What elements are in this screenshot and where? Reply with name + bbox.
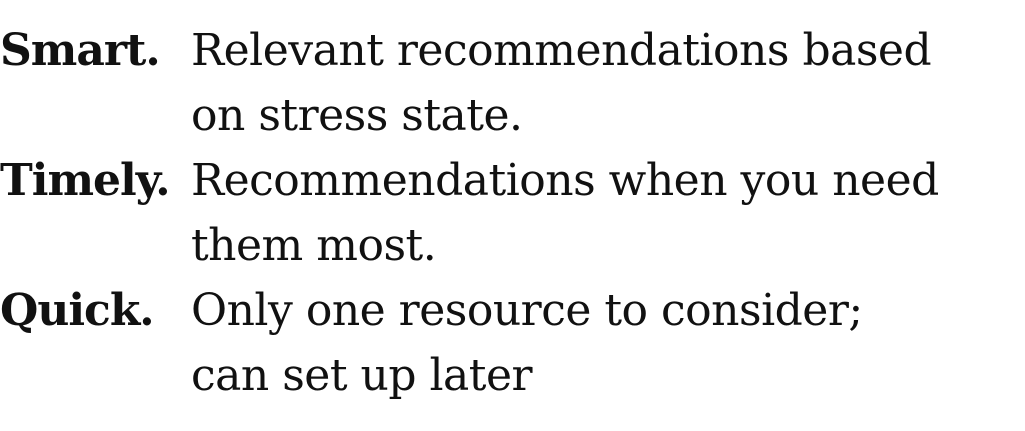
feature-quick bbox=[0, 278, 1025, 408]
feature-description bbox=[191, 148, 1025, 278]
feature-timely bbox=[0, 148, 1025, 278]
feature-term: Quick. bbox=[0, 285, 154, 336]
description-line: Recommendations when you need bbox=[191, 155, 939, 206]
feature-description bbox=[191, 278, 1025, 408]
description-line: Relevant recommendations based bbox=[191, 25, 932, 76]
description-line: can set up later bbox=[191, 350, 533, 401]
feature-term: Timely. bbox=[0, 155, 170, 206]
feature-list bbox=[0, 18, 1025, 408]
feature-smart bbox=[0, 18, 1025, 148]
description-line: on stress state. bbox=[191, 90, 523, 141]
description-line: Only one resource to consider; bbox=[191, 285, 863, 336]
description-line: them most. bbox=[191, 220, 437, 271]
feature-term: Smart. bbox=[0, 25, 160, 76]
feature-description bbox=[191, 18, 1025, 148]
